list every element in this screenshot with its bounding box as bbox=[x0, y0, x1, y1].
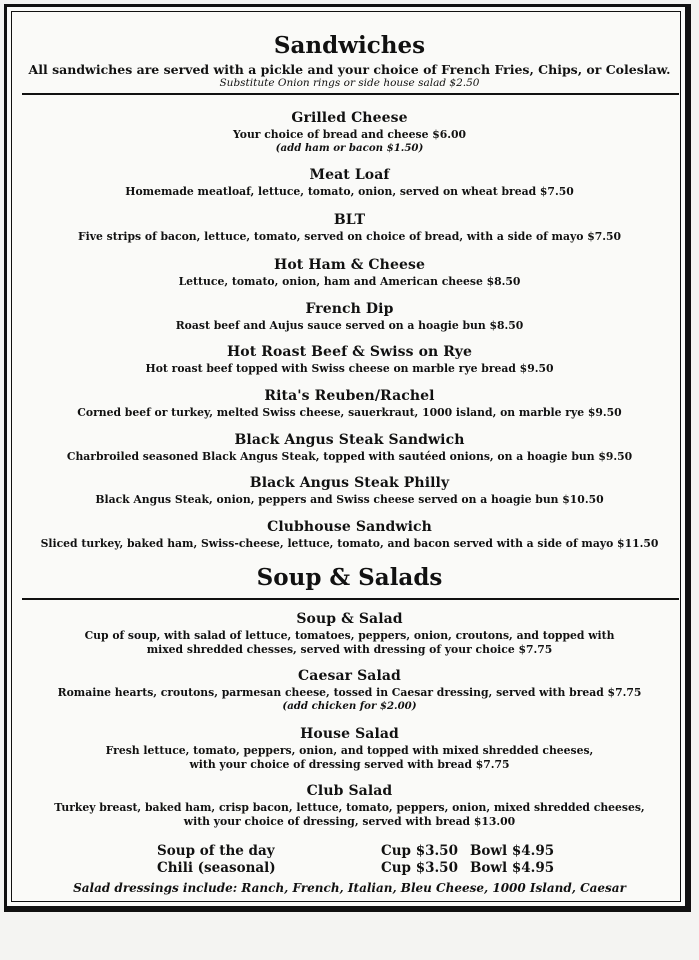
item-description-line2: with your choice of dressing served with bread $7.75 bbox=[189, 758, 510, 771]
chili-row-cup-price: Cup $3.50 bbox=[381, 860, 458, 876]
item-description: Romaine hearts, croutons, parmesan cheese, tossed in Caesar dressing, served with bread $7.75 bbox=[57, 686, 642, 699]
item-description: Black Angus Steak, onion, peppers and Swiss cheese served on a hoagie bun $10.50 bbox=[95, 493, 604, 506]
item-description: Cup of soup, with salad of lettuce, tomatoes, peppers, onion, croutons, and topped with bbox=[84, 629, 615, 642]
item-description: Fresh lettuce, tomato, peppers, onion, and topped with mixed shredded cheeses, bbox=[105, 744, 594, 757]
item-name: Hot Roast Beef & Swiss on Rye bbox=[226, 344, 473, 360]
salad-dressings-note: Salad dressings include: Ranch, French, Italian, Bleu Cheese, 1000 Island, Caesar bbox=[73, 881, 626, 895]
menu-item-caesar-salad bbox=[0, 668, 699, 713]
menu-item-french-dip bbox=[0, 301, 699, 333]
soup-row-bowl-price: Bowl $4.95 bbox=[470, 843, 555, 859]
menu-item-house-salad bbox=[0, 726, 699, 772]
menu-item-clubhouse bbox=[0, 519, 699, 551]
item-name: Meat Loaf bbox=[309, 167, 390, 183]
item-name: Caesar Salad bbox=[298, 668, 401, 684]
sandwiches-title: Sandwiches bbox=[273, 32, 426, 59]
item-name: BLT bbox=[333, 212, 366, 228]
soup-row-cup-price: Cup $3.50 bbox=[381, 843, 458, 859]
sandwiches-subtitle bbox=[0, 62, 699, 89]
item-name: House Salad bbox=[300, 726, 399, 742]
salads-divider bbox=[22, 598, 679, 600]
salads-title: Soup & Salads bbox=[256, 564, 443, 591]
item-description: Lettuce, tomato, onion, ham and American cheese $8.50 bbox=[178, 275, 521, 288]
item-note: (add ham or bacon $1.50) bbox=[275, 142, 424, 154]
item-name: Grilled Cheese bbox=[291, 110, 408, 126]
item-description-line2: with your choice of dressing, served with bread $13.00 bbox=[183, 815, 516, 828]
soup-row-name: Soup of the day bbox=[157, 843, 275, 859]
menu-item-reuben bbox=[0, 388, 699, 420]
menu-item-meat-loaf bbox=[0, 167, 699, 199]
menu-item-hot-roast-beef bbox=[0, 344, 699, 376]
item-name: Hot Ham & Cheese bbox=[274, 257, 425, 273]
item-description: Charbroiled seasoned Black Angus Steak, topped with sautéed onions, on a hoagie bun $9.50 bbox=[66, 450, 633, 463]
item-description-line2: mixed shredded chesses, served with dressing of your choice $7.75 bbox=[146, 643, 553, 656]
item-description: Your choice of bread and cheese $6.00 bbox=[232, 128, 467, 141]
item-description: Roast beef and Aujus sauce served on a hoagie bun $8.50 bbox=[175, 319, 524, 332]
menu-item-black-angus-philly bbox=[0, 475, 699, 507]
item-name: Clubhouse Sandwich bbox=[267, 519, 432, 535]
substitute-note: Substitute Onion rings or side house salad $2.50 bbox=[219, 77, 480, 89]
item-name: Black Angus Steak Philly bbox=[249, 475, 450, 491]
menu-item-club-salad bbox=[0, 783, 699, 829]
item-description: Sliced turkey, baked ham, Swiss-cheese, lettuce, tomato, and bacon served with a side of mayo $11.50 bbox=[40, 537, 659, 550]
item-name: Black Angus Steak Sandwich bbox=[234, 432, 465, 448]
item-note: (add chicken for $2.00) bbox=[282, 700, 417, 712]
item-description: Hot roast beef topped with Swiss cheese on marble rye bread $9.50 bbox=[145, 362, 554, 375]
item-description: Homemade meatloaf, lettuce, tomato, onion, served on wheat bread $7.50 bbox=[125, 185, 574, 198]
item-name: Club Salad bbox=[306, 783, 393, 799]
menu-item-soup-salad bbox=[0, 611, 699, 657]
item-name: Rita's Reuben/Rachel bbox=[264, 388, 435, 404]
sandwiches-sides-note: All sandwiches are served with a pickle and your choice of French Fries, Chips, or Coleslaw. bbox=[28, 62, 671, 77]
item-name: French Dip bbox=[305, 301, 394, 317]
item-description: Turkey breast, baked ham, crisp bacon, lettuce, tomato, peppers, onion, mixed shredded cheeses, bbox=[54, 801, 645, 814]
item-description: Corned beef or turkey, melted Swiss cheese, sauerkraut, 1000 island, on marble rye $9.50 bbox=[77, 406, 622, 419]
menu-item-hot-ham-cheese bbox=[0, 257, 699, 289]
menu-item-grilled-cheese bbox=[0, 110, 699, 155]
menu-item-black-angus-sandwich bbox=[0, 432, 699, 464]
item-description: Five strips of bacon, lettuce, tomato, served on choice of bread, with a side of mayo $7.50 bbox=[77, 230, 622, 243]
chili-row-name: Chili (seasonal) bbox=[157, 860, 276, 876]
chili-row-bowl-price: Bowl $4.95 bbox=[470, 860, 555, 876]
sandwiches-divider bbox=[22, 93, 679, 95]
menu-item-blt bbox=[0, 212, 699, 244]
item-name: Soup & Salad bbox=[296, 611, 403, 627]
